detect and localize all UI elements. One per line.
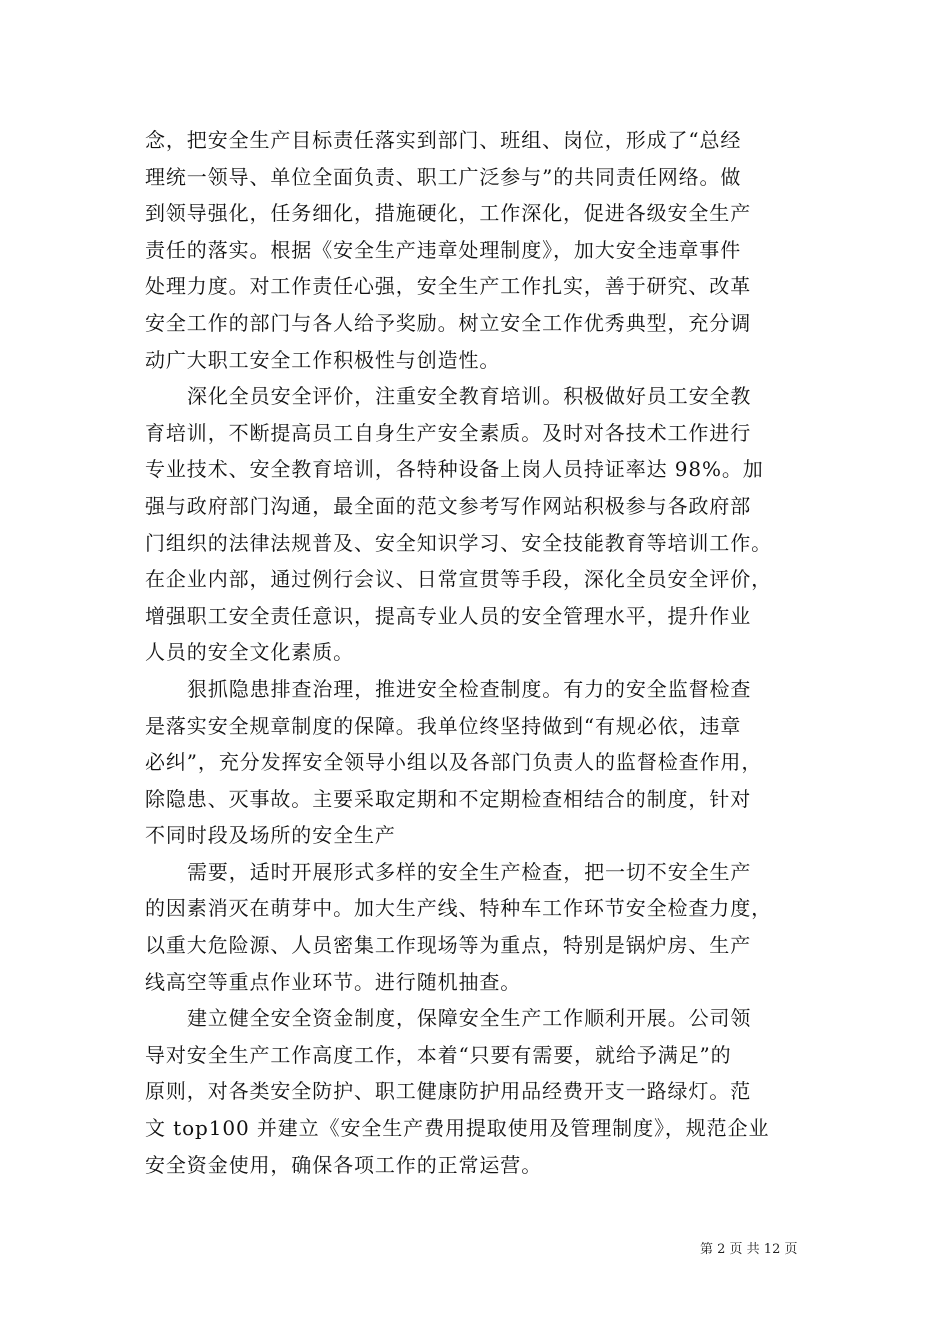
text-line: 以重大危险源、人员密集工作现场等为重点，特别是锅炉房、生产 [145,933,752,958]
text-line: 安全工作的部门与各人给予奖励。树立安全工作优秀典型，充分调 [145,310,752,335]
paragraph-first-line: 狠抓隐患排查治理，推进安全检查制度。有力的安全监督检查 [187,676,752,701]
paragraph-first-line: 需要，适时开展形式多样的安全生产检查，把一切不安全生产 [187,859,752,884]
text-line: 门组织的法律法规普及、安全知识学习、安全技能教育等培训工作。 [145,530,772,555]
text-line: 原则，对各类安全防护、职工健康防护用品经费开支一路绿灯。范 [145,1079,752,1104]
text-line: 到领导强化，任务细化，措施硬化，工作深化，促进各级安全生产 [145,201,752,226]
text-line: 人员的安全文化素质。 [145,640,354,665]
text-line: 强与政府部门沟通，最全面的范文参考写作网站积极参与各政府部 [145,493,752,518]
text-line: 专业技术、安全教育培训，各特种设备上岗人员持证率达 98%。加 [145,457,764,482]
paragraph-first-line: 建立健全安全资金制度，保障安全生产工作顺利开展。公司领 [187,1006,752,1031]
paragraph-first-line: 深化全员安全评价，注重安全教育培训。积极做好员工安全教 [187,384,752,409]
text-line: 文 top100 并建立《安全生产费用提取使用及管理制度》，规范企业 [145,1116,770,1141]
text-line: 必纠”，充分发挥安全领导小组以及各部门负责人的监督检查作用， [145,750,763,775]
text-line: 增强职工安全责任意识，提高专业人员的安全管理水平，提升作业 [145,603,752,628]
text-line: 不同时段及场所的安全生产 [145,823,396,848]
text-line: 导对安全生产工作高度工作，本着“只要有需要，就给予满足”的 [145,1042,732,1067]
text-line: 是落实安全规章制度的保障。我单位终坚持做到“有规必依，违章 [145,713,742,738]
text-line: 在企业内部，通过例行会议、日常宣贯等手段，深化全员安全评价， [145,567,772,592]
text-line: 理统一领导、单位全面负责、职工广泛参与”的共同责任网络。做 [145,164,742,189]
text-line: 除隐患、灭事故。主要采取定期和不定期检查相结合的制度，针对 [145,786,752,811]
text-line: 的因素消灭在萌芽中。加大生产线、特种车工作环节安全检查力度， [145,896,772,921]
text-line: 责任的落实。根据《安全生产违章处理制度》，加大安全违章事件 [145,237,742,262]
body-text [145,122,815,1183]
page-number: 第 2 页 共 12 页 [700,1242,798,1257]
text-line: 处理力度。对工作责任心强，安全生产工作扎实，善于研究、改革 [145,274,752,299]
text-line: 动广大职工安全工作积极性与创造性。 [145,347,501,372]
text-line: 安全资金使用，确保各项工作的正常运营。 [145,1152,543,1177]
text-line: 线高空等重点作业环节。进行随机抽查。 [145,969,522,994]
text-line: 念，把安全生产目标责任落实到部门、班组、岗位，形成了“总经 [145,128,742,152]
text-line: 育培训，不断提高员工自身生产安全素质。及时对各技术工作进行 [145,420,752,445]
